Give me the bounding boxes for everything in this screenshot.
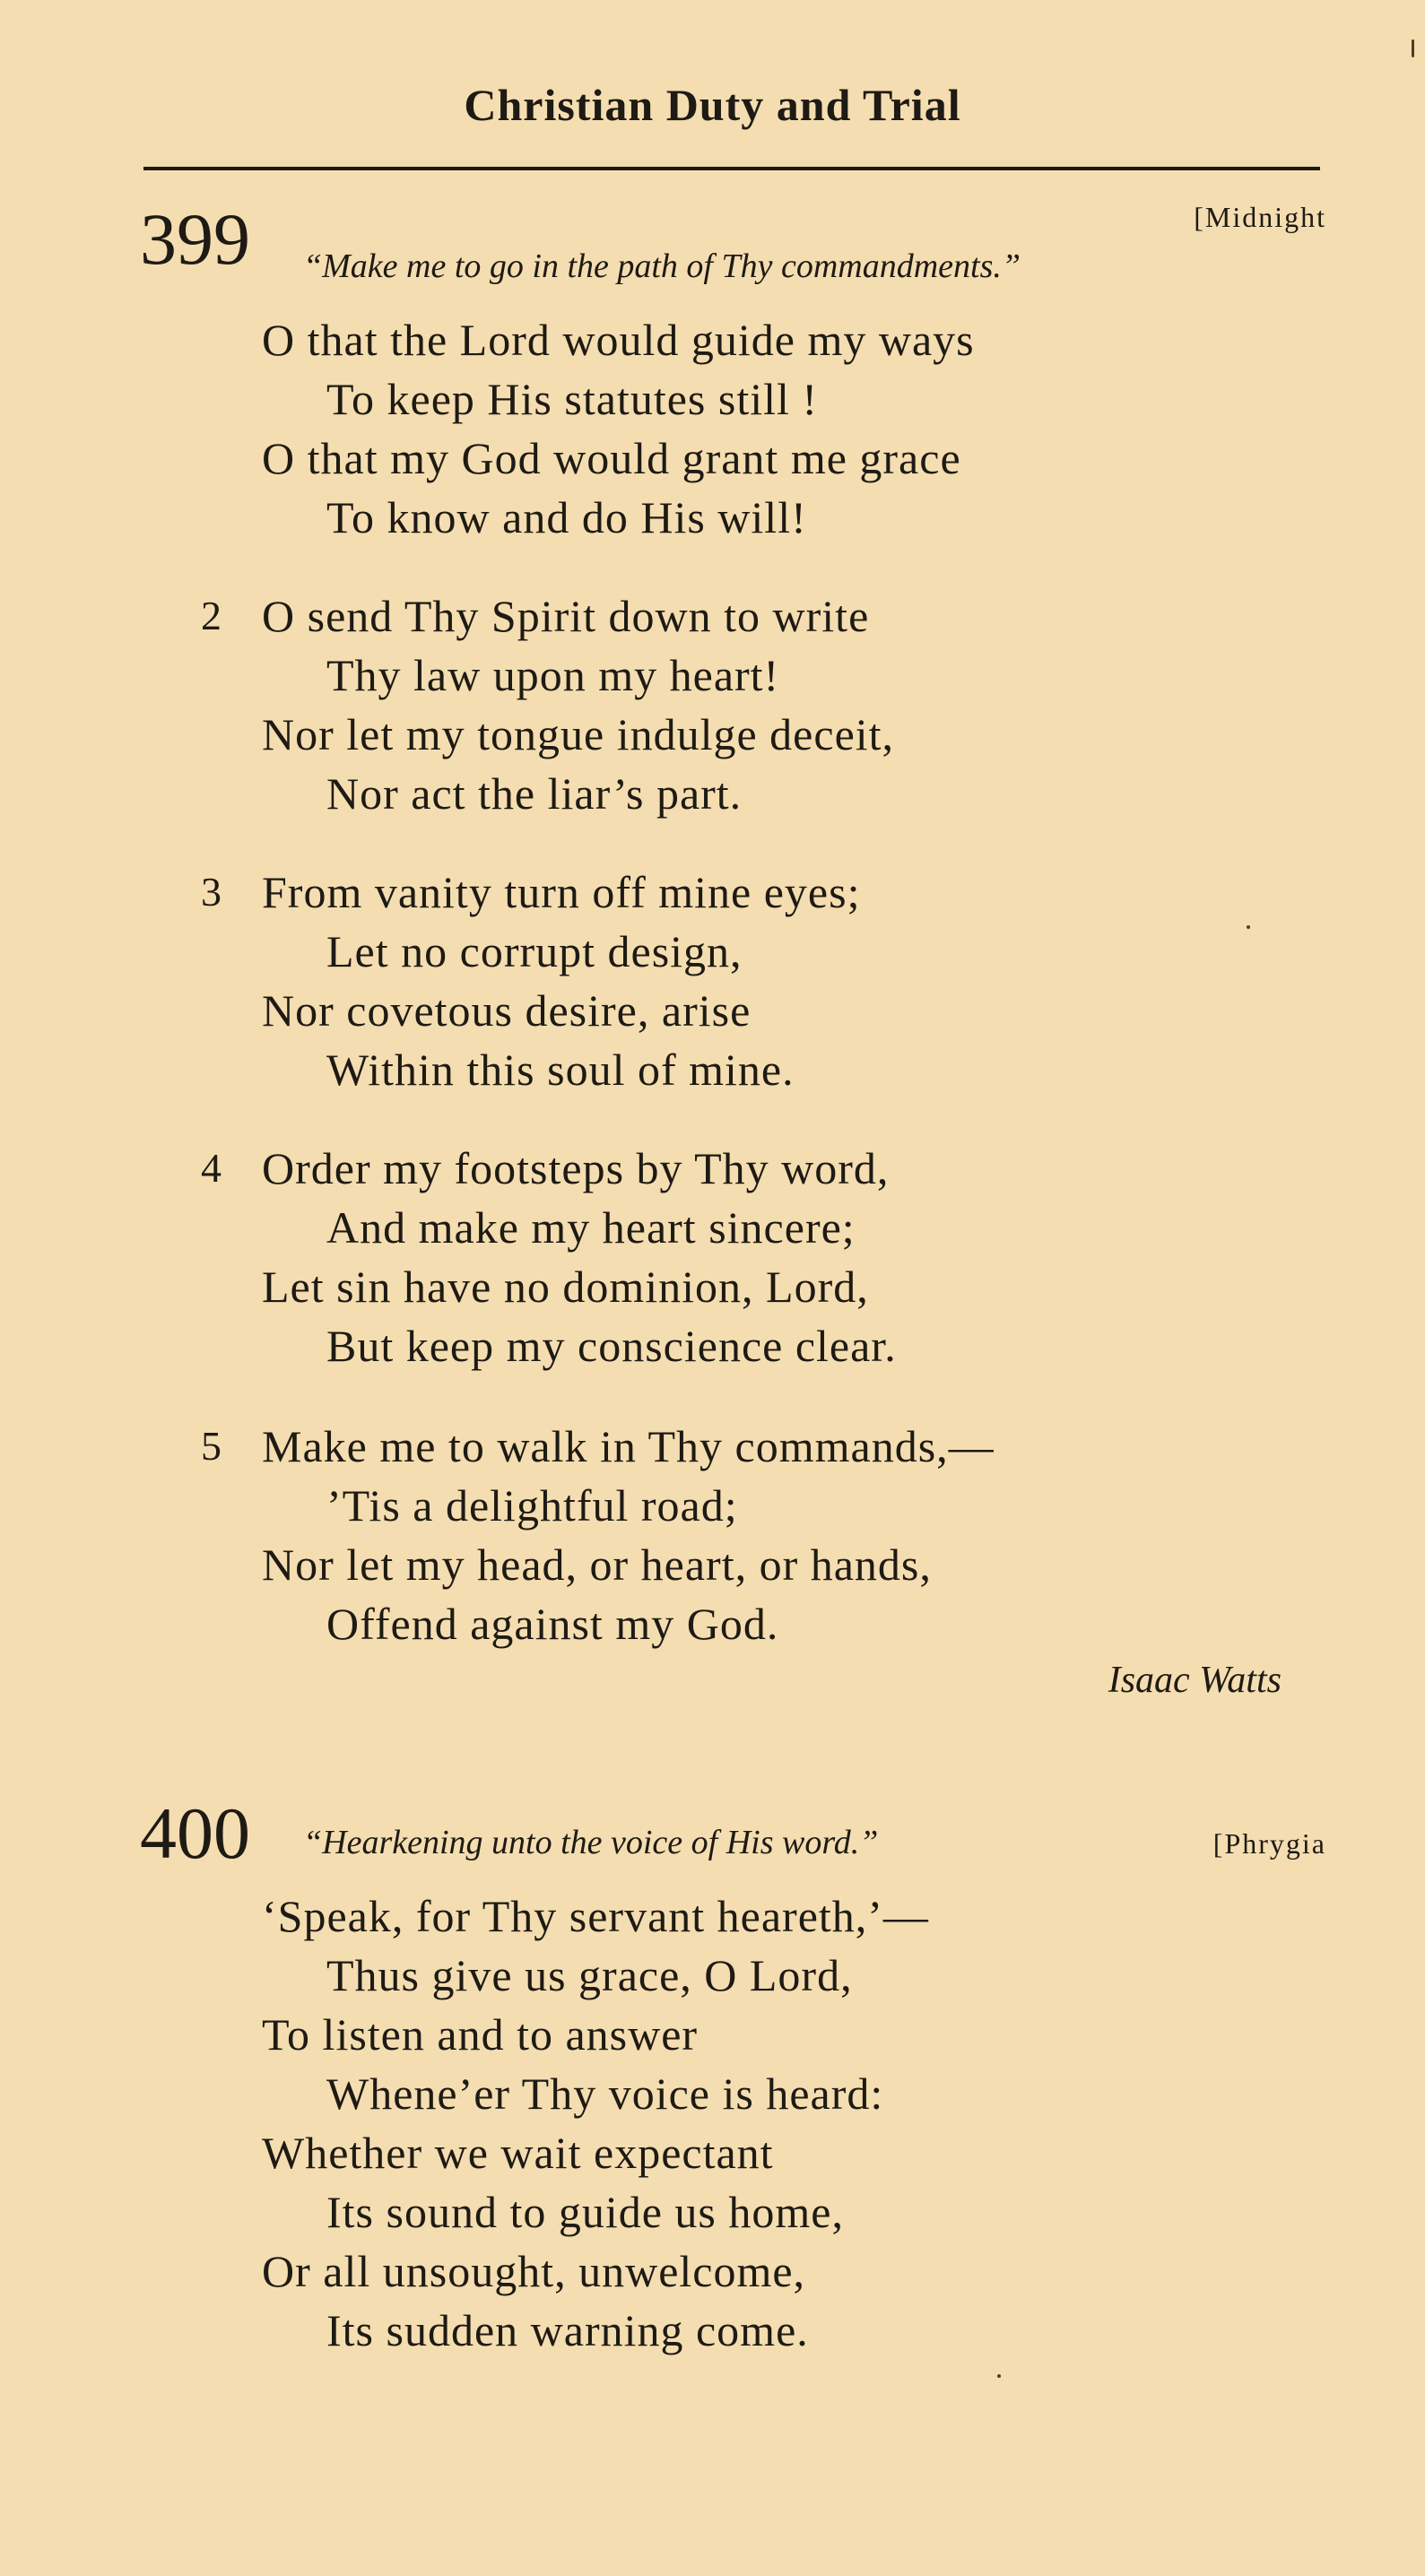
hymn-number-399: 399 [140,198,250,280]
verse-line: To listen and to answer [262,2009,699,2060]
header-rule [143,167,1320,170]
stanza-number: 2 [201,593,222,638]
paper-edge-mark [1412,39,1414,57]
verse-line: Offend against my God. [326,1599,779,1649]
stanza-399-5 [201,1417,995,1653]
verse-line: And make my heart sincere; [326,1202,856,1253]
epigraph-400: “Hearkening unto the voice of His word.” [303,1824,879,1861]
verse-line: Its sudden warning come. [326,2305,809,2355]
hymn-number-400: 400 [140,1792,250,1874]
stanza-number: 4 [201,1145,222,1191]
stanza-number: 5 [201,1423,222,1469]
verse-line: Let no corrupt design, [326,926,743,976]
verse-line: Thy law upon my heart! [326,650,780,700]
verse-line: Its sound to guide us home, [326,2187,844,2237]
verse-line: ’Tis a delightful road; [326,1480,738,1531]
stanza-399-2 [201,586,895,823]
stanza-400-1 [262,1886,929,2360]
stanza-number: 3 [201,869,222,915]
verse-line: Nor let my tongue indulge deceit, [262,709,895,759]
verse-line: Let sin have no dominion, Lord, [262,1262,869,1312]
verse-line: Nor let my head, or heart, or hands, [262,1540,932,1590]
verse-line: Whene’er Thy voice is heard: [326,2069,884,2119]
verse-line: But keep my conscience clear. [326,1321,897,1371]
verse-line: Whether we wait expectant [262,2128,774,2178]
verse-line: O that my God would grant me grace [262,433,961,483]
verse-line: O that the Lord would guide my ways [262,315,975,365]
verse-line: ‘Speak, for Thy servant heareth,’— [262,1891,929,1941]
tune-name-400: [Phrygia [1212,1827,1326,1860]
epigraph-399: “Make me to go in the path of Thy commandments.” [303,247,1021,285]
verse-line: Order my footsteps by Thy word, [262,1143,890,1193]
tune-name-399: [Midnight [1194,201,1326,233]
stanza-399-4 [201,1139,897,1375]
paper-speck [997,2374,1001,2378]
verse-line: Thus give us grace, O Lord, [326,1950,853,2000]
verse-line: O send Thy Spirit down to write [262,591,870,641]
verse-line: Within this soul of mine. [326,1045,795,1095]
stanza-399-3 [201,863,861,1099]
verse-line: To know and do His will! [326,492,807,542]
running-head: Christian Duty and Trial [464,80,961,130]
verse-line: Nor act the liar’s part. [326,768,743,819]
stanza-399-1 [262,310,975,547]
verse-line: From vanity turn off mine eyes; [262,867,861,917]
verse-line: Nor covetous desire, arise [262,985,752,1036]
author-attribution: Isaac Watts [1108,1660,1282,1701]
verse-line: To keep His statutes still ! [326,374,819,424]
paper-speck [1247,925,1250,929]
verse-line: Or all unsought, unwelcome, [262,2246,806,2296]
verse-line: Make me to walk in Thy commands,— [262,1421,995,1471]
